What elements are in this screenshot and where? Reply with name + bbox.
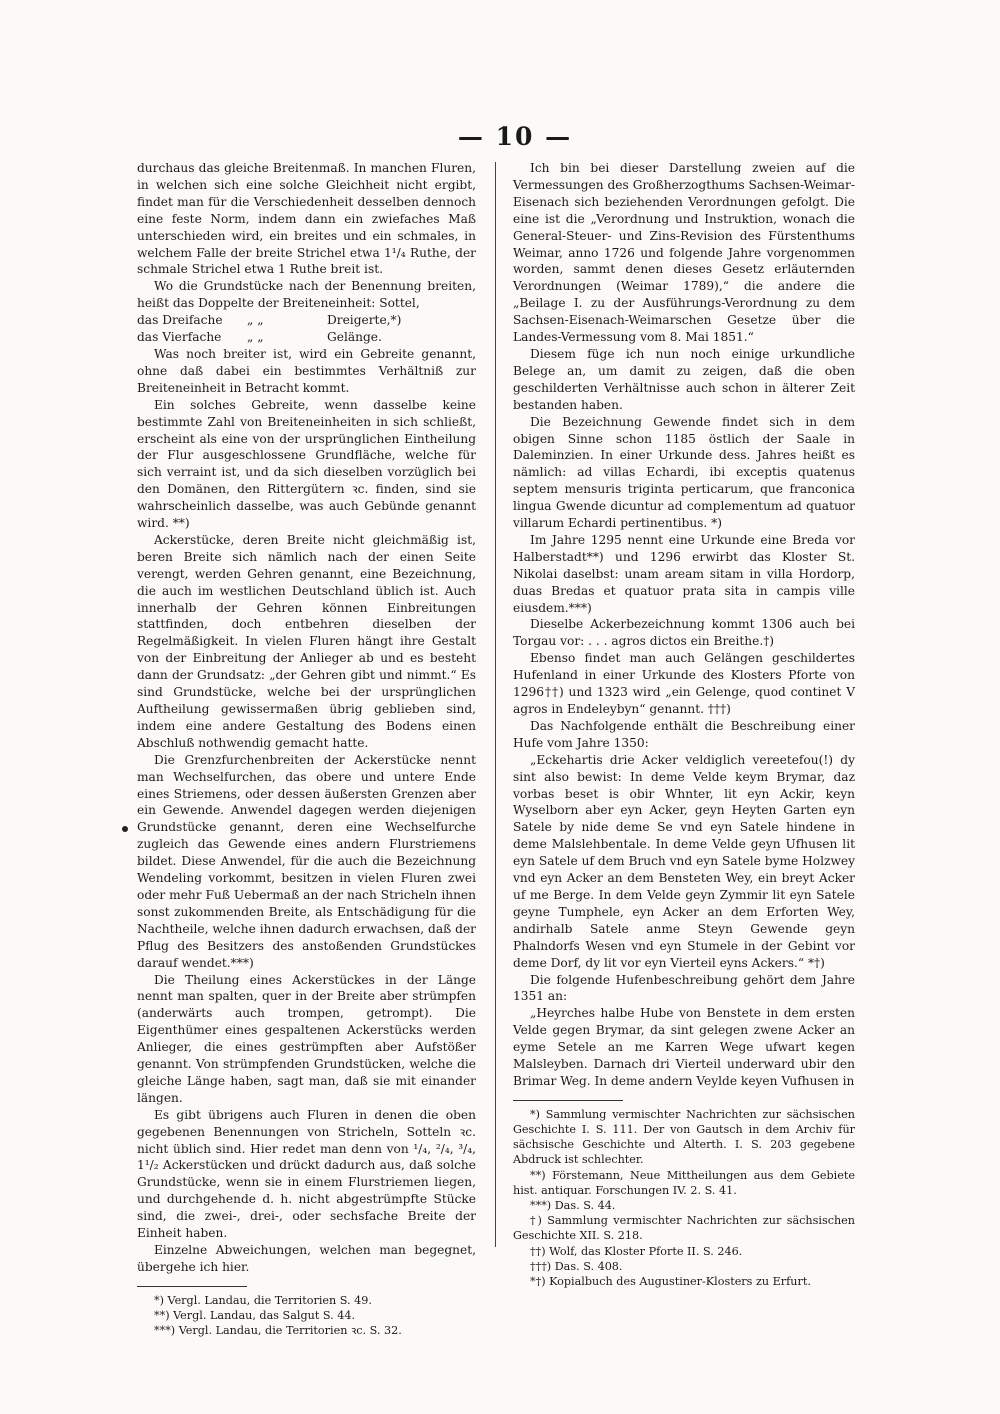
subline-ditto: „ „ xyxy=(247,330,264,345)
page-number: — 10 — xyxy=(457,122,573,151)
margin-dot xyxy=(122,826,128,832)
quote-paragraph: „Eckehartis drie Acker veldiglich vereetefou(!) dy sint also bewist: In deme Velde keym Brymar, daz vorbas beset is obir Whnter, lit eyn Ackir, keyn Wyselborn aber eyn Acker, geyn Heyten Garten eyn Satele by nide deme Se vnd eyn Satele hindene in deme Malslehbentale. In deme Velde geyn Ufhusen lit eyn Satele uf dem Bruch vnd eyn Satele byme Holzwey vnd eyn Acker an dem Bensteten Wey, ein breyt Acker uf me Berge. In dem Velde geyn Zymmir lit eyn Satele geyne Tumphele, eyn Acker an dem Erforten Wey, andirhalb Satele anme Steyn Gewende geyn Phalndorfs Wesen vnd eyn Stumele in der Gebint vor deme Dorf, dy lit vor eyn Vierteil eyns Ackers.“ *†) xyxy=(513,752,855,970)
footnote: *†) Kopialbuch des Augustiner-Klosters zu Erfurt. xyxy=(530,1275,811,1289)
paragraph: Die Theilung eines Ackerstückes in der Länge nennt man spalten, quer in der Breite aber strümpfen (anderwärts auch trompen, getrompt). Die Eigenthümer eines gespaltenen Ackerstücks werden Anlieger, die eines gestrümpften aber Aufstößer genannt. Von strümpfenden Grundstücken, welche die gleiche Länge haben, sagt man, daß sie mit einander längen. xyxy=(137,972,476,1105)
subline-ditto: „ „ xyxy=(247,313,264,328)
paragraph: Die Bezeichnung Gewende findet sich in dem obigen Sinne schon 1185 östlich der Saale in Daleminzien. In einer Urkunde dess. Jahres heißt es nämlich: ad villas Echardi, ibi exceptis quatenus septem mensuris triginta perticarum, que franconica lingua Gwende dicuntur ad complementum ad quatuor villarum Echardi pertinentibus. *) xyxy=(513,414,855,531)
footnote-rule xyxy=(513,1100,623,1101)
paragraph: Ich bin bei dieser Darstellung zweien auf die Vermessungen des Großherzogthums Sachsen-Weimar-Eisenach sich beziehenden Verordnungen gefolgt. Die eine ist die „Verordnung und Instruktion, wonach die General-Steuer- und Zins-Revision des Fürstenthums Weimar, anno 1726 und folgende Jahre vorgenommen worden, sammt denen dieses Gesetz erläuternden Verordnungen (Weimar 1789),“ die andere die „Beilage I. zu der Ausführungs-Verordnung zu dem Sachsen-Eisenach-Weimarschen Gesetze über die Landes-Vermessung vom 8. Mai 1851.“ xyxy=(513,161,855,345)
left-column xyxy=(137,160,476,1338)
subline-value: Gelänge. xyxy=(327,330,382,345)
paragraph: durchaus das gleiche Breitenmaß. In manchen Fluren, in welchen sich eine solche Gleichheit nicht ergibt, findet man für die Verschiedenheit desselben dennoch eine feste Norm, indem dann ein zwiefaches Maß unterschieden wird, ein breites und ein schmales, in welchem Falle der breite Strichel etwa 1¹/₄ Ruthe, der schmale Strichel etwa 1 Ruthe breit ist. xyxy=(137,161,476,277)
footnote: ***) Das. S. 44. xyxy=(530,1199,616,1213)
paragraph: Es gibt übrigens auch Fluren in denen die oben gegebenen Benennungen von Stricheln, Sotteln ꝛc. nicht üblich sind. Hier redet man denn von ¹/₄, ²/₄, ³/₄, 1¹/₂ Ackerstücken und drückt dadurch aus, daß solche Grundstücke, wenn sie in einem Flurstriemen liegen, und durchgehende d. h. nicht abgestrümpfte Stücke sind, die zwei-, drei-, oder sechsfache Breite der Einheit haben. xyxy=(137,1107,476,1241)
footnote: **) Förstemann, Neue Mittheilungen aus dem Gebiete hist. antiquar. Forschungen IV. 2. S. 41. xyxy=(513,1168,855,1197)
column-divider xyxy=(495,162,496,1247)
footnote: ††) Wolf, das Kloster Pforte II. S. 246. xyxy=(530,1244,743,1258)
paragraph: Ein solches Gebreite, wenn dasselbe keine bestimmte Zahl von Breiteneinheiten in sich schließt, erscheint als eine von der ursprünglichen Eintheilung der Flur ausgeschlossene Grundfläche, welche für sich verraint ist, und da sich dieselben vorzüglich bei den Domänen, den Rittergütern ꝛc. finden, sind sie wahrscheinlich dasselbe, was auch Gebünde genannt wird. **) xyxy=(137,397,476,531)
subline-term: das Dreifache xyxy=(137,313,223,328)
footnote: ***) Vergl. Landau, die Territorien ꝛc. S. 32. xyxy=(154,1324,402,1338)
footnote: †) Sammlung vermischter Nachrichten zur sächsischen Geschichte XII. S. 218. xyxy=(513,1214,855,1243)
paragraph: Was noch breiter ist, wird ein Gebreite genannt, ohne daß dabei ein bestimmtes Verhältniß zur Breiteneinheit in Betracht kommt. xyxy=(137,346,476,395)
paragraph: Diesem füge ich nun noch einige urkundliche Belege an, um damit zu zeigen, daß die oben geschilderten Verhältnisse auch schon in älterer Zeit bestanden haben. xyxy=(513,346,855,412)
footnote: **) Vergl. Landau, das Salgut S. 44. xyxy=(154,1309,356,1323)
paragraph: Im Jahre 1295 nennt eine Urkunde eine Breda vor Halberstadt**) und 1296 erwirbt das Kloster St. Nikolai daselbst: unam aream sitam in villa Hordorp, duas Bredas et quatuor prata sita in campis ville eiusdem.***) xyxy=(513,532,855,615)
paragraph: Wo die Grundstücke nach der Benennung breiten, heißt das Doppelte der Breiteneinheit: Sottel, xyxy=(137,279,476,311)
right-column xyxy=(513,160,855,1289)
footnote: *) Vergl. Landau, die Territorien S. 49. xyxy=(154,1293,372,1307)
subline-term: das Vierfache xyxy=(137,330,222,345)
paragraph: Ackerstücke, deren Breite nicht gleichmäßig ist, beren Breite sich nämlich nach der einen Seite verengt, werden Gehren genannt, eine Bezeichnung, die auch im westlichen Deutschland üblich ist. Auch innerhalb der Gehren können Einbreitungen stattfinden, doch entbehren dieselben der Regelmäßigkeit. In vielen Fluren hängt ihre Gestalt von der Einbreitung der Anlieger ab und es besteht dann der Grundsatz: „der Gehren gibt und nimmt.“ Es sind Grundstücke, welche bei der ursprünglichen Auftheilung gewissermaßen übrig geblieben sind, indem eine andere Gestaltung des Bodens einen Abschluß nothwendig gemacht hatte. xyxy=(137,532,476,750)
paragraph: Das Nachfolgende enthält die Beschreibung einer Hufe vom Jahre 1350: xyxy=(513,718,855,750)
subline xyxy=(137,329,476,346)
paragraph: Dieselbe Ackerbezeichnung kommt 1306 auch bei Torgau vor: . . . agros dictos ein Breithe.†) xyxy=(513,617,855,649)
paragraph: Einzelne Abweichungen, welchen man begegnet, übergehe ich hier. xyxy=(137,1243,476,1274)
footnote-rule xyxy=(137,1286,247,1287)
paragraph: Die Grenzfurchenbreiten der Ackerstücke nennt man Wechselfurchen, das obere und untere Ende eines Striemens, oder dessen äußersten Grenzen aber ein Gewende. Anwendel dagegen werden diejenigen Grundstücke genannt, deren eine Wechselfurche zugleich das Gewende eines andern Flurstriemens bildet. Diese Anwendel, für die auch die Bezeichnung Wendeling vorkommt, besitzen in vielen Fluren zwei oder mehr Fuß Uebermaß an der nach Stricheln ihnen sonst zukommenden Breite, als Entschädigung für die Nachtheile, welche ihnen dadurch erwachsen, daß der Pflug des Besitzers des anstoßenden Grundstückes darauf wendet.***) xyxy=(137,752,476,970)
quote-paragraph: „Heyrches halbe Hube von Benstete in dem ersten Velde gegen Brymar, da sint gelegen zwene Acker an eyme Setele an me Karren Wege ufwart kegen Malsleyben. Darnach dri Vierteil underward ubir den Brimar Weg. In deme andern Veylde keyen Vufhusen in xyxy=(513,1006,855,1088)
footnote: †††) Das. S. 408. xyxy=(530,1259,623,1273)
paragraph: Ebenso findet man auch Gelängen geschildertes Hufenland in einer Urkunde des Klosters Pforte von 1296††) und 1323 wird „ein Gelenge, quod continet V agros in Endeleybyn“ genannt. †††) xyxy=(513,651,855,716)
footnote: *) Sammlung vermischter Nachrichten zur sächsischen Geschichte I. S. 111. Der von Gautsch in dem Archiv für sächsische Geschichte und Alterth. I. S. 203 gegebene Abdruck ist schlechter. xyxy=(513,1107,855,1167)
footnotes xyxy=(137,1293,476,1339)
footnotes xyxy=(513,1107,855,1289)
paragraph: Die folgende Hufenbeschreibung gehört dem Jahre 1351 an: xyxy=(513,972,855,1004)
subline-value: Dreigerte,*) xyxy=(327,313,402,328)
subline xyxy=(137,312,476,329)
